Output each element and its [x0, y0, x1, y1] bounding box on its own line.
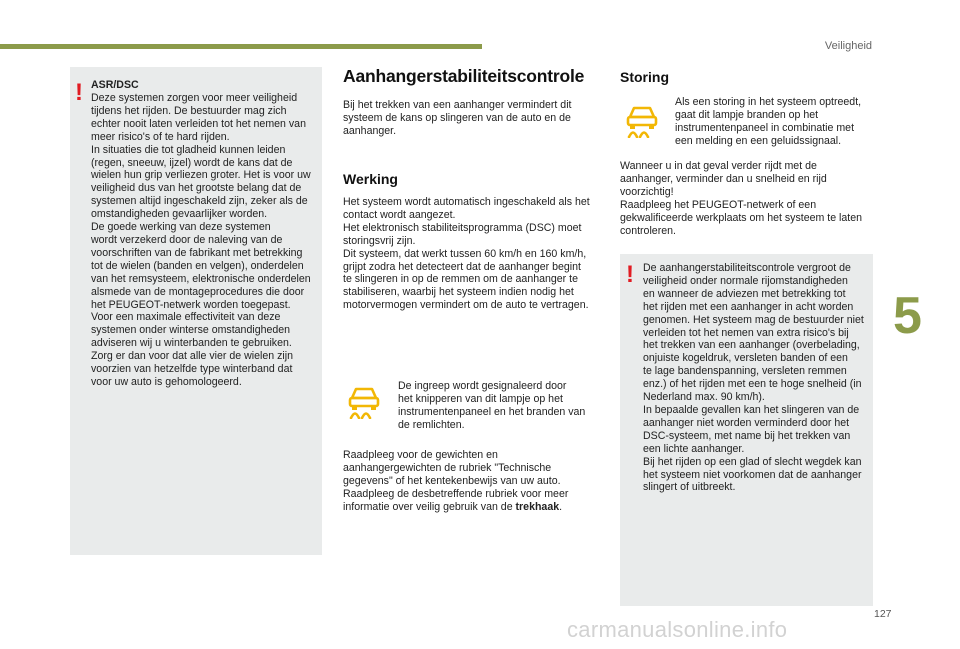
intro-text: Bij het trekken van een aanhanger vermindert dit systeem de kans op slingeren van de auto en de aanhanger.: [343, 99, 572, 137]
reference-text: Raadpleeg voor de gewichten en aanhangergewichten de rubriek "Technische gegevens" of het kentekenbewijs van uw auto. Raadpleeg de desbetreffende rubriek voor meer informatie over veilig gebruik van de trekhaak.: [343, 449, 569, 513]
exclamation-icon: !: [626, 261, 634, 288]
werking-heading: Werking: [343, 171, 398, 187]
asr-dsc-body: Deze systemen zorgen voor meer veiligheid tijdens het rijden. De bestuurder mag zich echter nooit laten verleiden tot het nemen van meer risico's of te hard rijden. In situaties die tot gladheid kunnen leiden (regen, sneeuw, ijzel) wordt de kans dat de wielen hun grip verliezen groter. Het is voor uw veiligheid dus van het grootste belang dat de systemen altijd ingeschakeld zijn, zeker als de omstandigheden gevaarlijker worden. De goede werking van deze systemen wordt verzekerd door de naleving van de voorschriften van de fabrikant met betrekking tot de wielen (banden en velgen), onderdelen van het remsysteem, elektronische onderdelen alsmede van de montageprocedures die door het PEUGEOT-netwerk worden toegepast. Voor een maximale effectiviteit van deze systemen onder winterse omstandigheden adviseren wij u winterbanden te gebruiken. Zorg er dan voor dat alle vier de wielen zijn voorzien van hetzelfde type winterband dat voor uw auto is gehomologeerd.: [91, 92, 311, 388]
stability-warning-lamp-icon: [346, 385, 382, 419]
header-accent-bar: [0, 44, 482, 49]
lamp-signal-text: De ingreep wordt gesignaleerd door het knipperen van dit lampje op het instrumentenpaneel en het branden van de remlichten.: [398, 380, 586, 431]
section-label: Veiligheid: [824, 40, 872, 52]
watermark: carmanualsonline.info: [567, 617, 788, 642]
chapter-number: 5: [893, 287, 922, 345]
storing-heading: Storing: [620, 69, 669, 85]
trekhaak-term: trekhaak: [515, 500, 560, 513]
stability-fault-lamp-icon: [624, 104, 660, 138]
trailer-warning-body: De aanhangerstabiliteitscontrole vergroot de veiligheid onder normale rijomstandigheden en wanneer de adviezen met betrekking tot het rijden met een aanhanger in acht worden genomen. Het systeem mag de bestuurder niet verleiden tot het nemen van extra risico's bij het trekken van een aanhanger (overbelading, onjuiste kogeldruk, versleten banden of een te lage bandenspanning, versleten remmen enz.) of het rijden met een te hoge snelheid (in Nederland max. 90 km/h). In bepaalde gevallen kan het slingeren van de aanhanger niet worden verminderd door het DSC-systeem, met name bij het trekken van een lichte aanhanger. Bij het rijden op een glad of slecht wegdek kan het systeem niet voorkomen dat de aanhanger slingert of uitbreekt.: [643, 262, 864, 494]
werking-body: Het systeem wordt automatisch ingeschakeld als het contact wordt aangezet. Het elektronisch stabiliteitsprogramma (DSC) moet storingsvrij zijn. Dit systeem, dat werkt tussen 60 km/h en 160 km/h, grijpt zodra het detecteert dat de aanhanger begint te slingeren in op de remmen om de aanhanger te stabiliseren, waarbij het systeem indien nodig het motorvermogen vermindert om de auto te vertragen.: [343, 196, 590, 312]
storing-body: Wanneer u in dat geval verder rijdt met de aanhanger, verminder dan u snelheid en rijd voorzichtig! Raadpleeg het PEUGEOT-netwerk of een gekwalificeerde werkplaats om het systeem te laten controleren.: [620, 160, 863, 237]
fault-lamp-text: Als een storing in het systeem optreedt, gaat dit lampje branden op het instrumentenpaneel in combinatie met een melding en een geluidssignaal.: [675, 96, 862, 147]
exclamation-icon: !: [75, 79, 83, 106]
page-title: Aanhangerstabiliteitscontrole: [343, 66, 585, 86]
asr-dsc-heading: ASR/DSC: [91, 79, 139, 91]
page-number: 127: [874, 608, 892, 620]
